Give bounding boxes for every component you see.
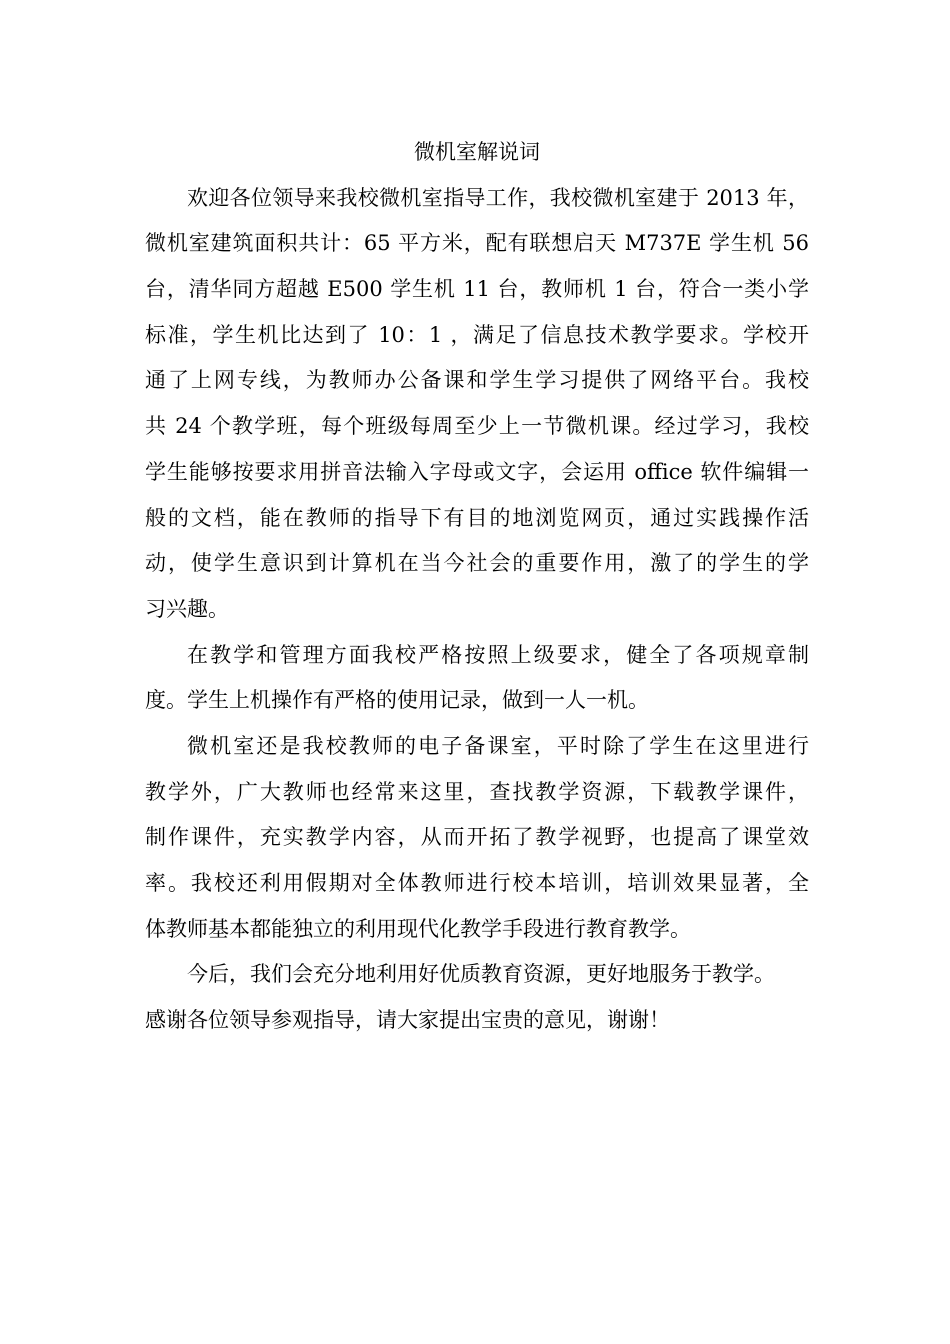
text-line: 今后，我们会充分地利用好优质教育资源，更好地服务于教学。 xyxy=(187,962,775,987)
text-line: 制作课件，充实教学内容，从而开拓了教学视野，也提高了课堂效 xyxy=(145,825,809,850)
text-line: 动，使学生意识到计算机在当今社会的重要作用，激了的学生的学 xyxy=(145,551,809,576)
paragraph-closing xyxy=(145,952,809,1043)
text-line: 欢迎各位领导来我校微机室指导工作，我校微机室建于 2013 年， xyxy=(187,185,809,210)
text-line: 教学外，广大教师也经常来这里，查找教学资源，下载教学课件， xyxy=(145,779,809,804)
document-body xyxy=(145,130,809,1044)
text-line: 习兴趣。 xyxy=(145,596,229,621)
paragraph-teacher-room xyxy=(145,724,809,952)
text-line: 共 24 个教学班，每个班级每周至少上一节微机课。经过学习，我校 xyxy=(145,414,809,439)
text-line: 微机室还是我校教师的电子备课室，平时除了学生在这里进行 xyxy=(187,733,809,758)
paragraph-intro xyxy=(145,176,809,633)
paragraph-management xyxy=(145,633,809,724)
text-line: 度。学生上机操作有严格的使用记录，做到一人一机。 xyxy=(145,688,649,713)
text-line: 标准，学生机比达到了 10：1 ，满足了信息技术教学要求。学校开 xyxy=(145,322,809,347)
text-line: 般的文档，能在教师的指导下有目的地浏览网页，通过实践操作活 xyxy=(145,505,809,530)
text-line: 微机室建筑面积共计：65 平方米，配有联想启天 M737E 学生机 56 xyxy=(145,231,809,256)
text-line: 体教师基本都能独立的利用现代化教学手段进行教育教学。 xyxy=(145,916,691,941)
text-line: 通了上网专线，为教师办公备课和学生学习提供了网络平台。我校 xyxy=(145,368,809,393)
text-line: 感谢各位领导参观指导，请大家提出宝贵的意见，谢谢！ xyxy=(145,1008,670,1033)
document-title: 微机室解说词 xyxy=(414,140,540,164)
text-line: 台，清华同方超越 E500 学生机 11 台，教师机 1 台，符合一类小学 xyxy=(145,277,809,302)
text-line: 率。我校还利用假期对全体教师进行校本培训，培训效果显著，全 xyxy=(145,871,809,895)
text-line: 学生能够按要求用拼音法输入字母或文字，会运用 office 软件编辑一 xyxy=(145,459,809,484)
text-line: 在教学和管理方面我校严格按照上级要求，健全了各项规章制 xyxy=(187,642,809,667)
